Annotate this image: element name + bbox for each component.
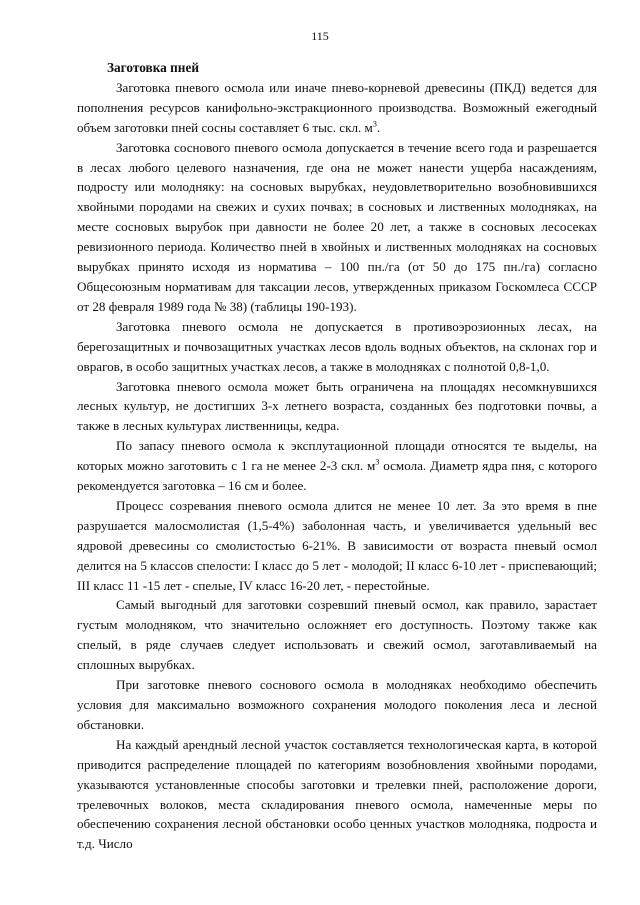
paragraph-6: Процесс созревания пневого осмола длится не менее 10 лет. За это время в пне разрушается малосмолистая (1,5-4%) заболонная часть, и увеличивается удельный вес ядровой древесины со смолистостью 6-21%. В зависимости от возраста пневый осмол делится на 5 классов спелости: I класс до 5 лет - молодой; II класс 6-10 лет - приспевающий; III класс 11 -15 лет - спелые, IV класс 16-20 лет, - перестойные. xyxy=(77,497,597,593)
paragraph-4: Заготовка пневого осмола может быть ограничена на площадях несомкнувшихся лесных культур, не достигших 3-х летнего возраста, созданных без подготовки почвы, а также в лесных культурах лиственницы, кедра. xyxy=(77,378,597,434)
superscript: 3 xyxy=(372,119,377,129)
paragraph-tail: осмола. Диаметр ядра пня, с которого рекомендуется заготовка – 16 см и более. xyxy=(77,458,597,494)
paragraph-text: Заготовка пневого осмола или иначе пнево-корневой древесины (ПКД) ведется для пополнения ресурсов канифольно-экстракционного производства. Возможный ежегодный объем заготовки пней сосны составляет 6 тыс. скл. м xyxy=(77,79,597,135)
paragraph-3: Заготовка пневого осмола не допускается в противоэрозионных лесах, на берегозащитных и почвозащитных участках лесов вдоль водных объектов, на склонах гор и оврагов, в особо защитных участках лесов, а также в молодняках с полнотой 0,8-1,0. xyxy=(77,318,597,374)
paragraph-7: Самый выгодный для заготовки созревший пневый осмол, как правило, зарастает густым молодняком, что значительно осложняет его доступность. Поэтому также как спелый, в ряде случаев следует использовать и свежий осмол, заготавливаемый на сплошных вырубках. xyxy=(77,597,597,673)
page-content xyxy=(77,58,597,854)
paragraph-9: На каждый арендный лесной участок составляется технологическая карта, в которой приводится распределение площадей по категориям возобновления хвойными породами, указываются установленные способы заготовки и трелевки пней, расположение дороги, трелевочных волоков, места складирования пневого осмола, намеченные меры по обеспечению сохранения лесной обстановки особо ценных участков молодняка, подроста и т.д. Число xyxy=(77,736,597,852)
paragraph-tail: . xyxy=(376,119,381,135)
section-heading: Заготовка пней xyxy=(107,60,200,75)
page-number: 115 xyxy=(311,29,329,43)
paragraph-1 xyxy=(77,78,597,138)
paragraph-5 xyxy=(77,436,597,496)
paragraph-8: При заготовке пневого соснового осмола в молодняках необходимо обеспечить условия для максимально возможного сохранения молодого поколения леса и лесной обстановки. xyxy=(77,677,597,732)
paragraph-text: По запасу пневого осмола к эксплутационной площади относятся те выделы, на которых можно заготовить с 1 га не менее 2-3 скл. м xyxy=(77,438,597,474)
paragraph-2: Заготовка соснового пневого осмола допускается в течение всего года и разрешается в лесах любого целевого назначения, где она не может нанести ущерба насаждениям, подросту или молодняку: на сосновых вырубках, неудовлетворительно возобновившихся хвойными породами на свежих и сухих почвах; в сосновых и лиственных молодняках, на месте сосновых вырубок при давности не более 20 лет, а также в сосновых лесосеках ревизионного периода. Количество пней в хвойных и лиственных молодняках на сосновых вырубках принято исходя из норматива – 100 пн./га (от 50 до 175 пн./га) согласно Общесоюзным нормативам для таксации лесов, утвержденных приказом Госкомлеса СССР от 28 февраля 1989 года № 38) (таблицы 190-193). xyxy=(77,139,597,314)
superscript: 3 xyxy=(375,457,380,467)
